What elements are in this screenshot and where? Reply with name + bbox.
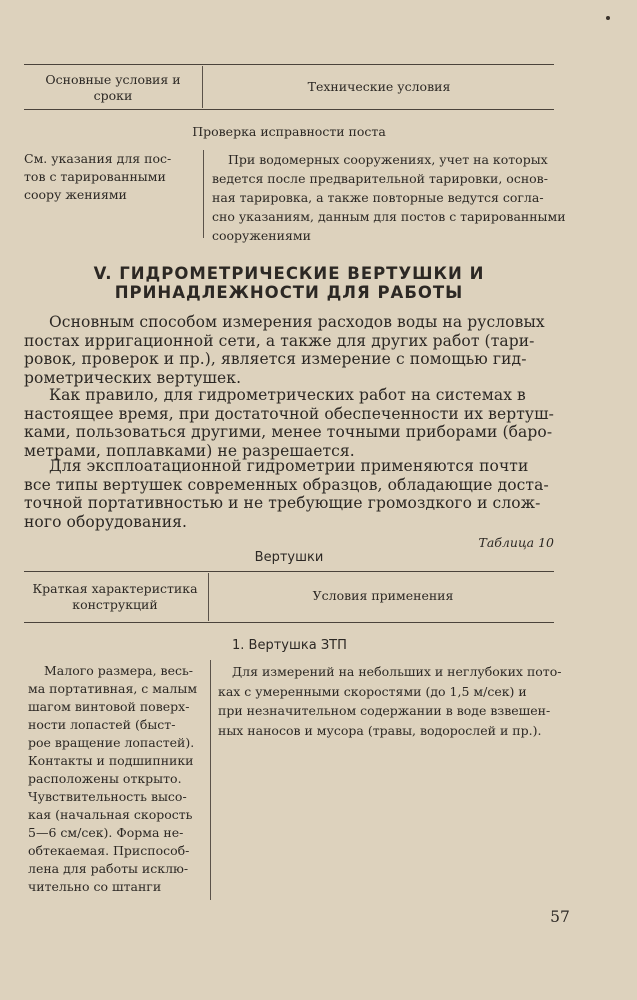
top-table-rule-header: [24, 109, 554, 110]
table10-left-header: Краткая характеристика конструкций: [32, 581, 198, 612]
paragraph-1: Основным способом измерения расходов воды на русловых постах ирригационной сети, а также для других работ (тари- ровок, проверок и пр.), является измерение с помощью гид- рометрических вертушек.: [24, 313, 545, 387]
top-table-right-cell: При водомерных сооружениях, учет на которых ведется после предварительной тарировки, основ- ная тарировка, а также повторные ведутся согла- сно указаниям, данным для постов с тарированными сооружениями: [212, 152, 566, 243]
table-label: Таблица 10: [478, 535, 554, 550]
page-number: 57: [550, 908, 570, 926]
paragraph-2: Как правило, для гидрометрических работ на системах в настоящее время, при достаточной обеспеченности их вертуш- ками, пользоваться другими, менее точными приборами (баро- метрами, поплавками) не разрешается.: [24, 386, 554, 460]
top-table-body-divider: [203, 150, 204, 238]
table10-rule-header: [24, 622, 554, 623]
top-table-left-cell: См. указания для пос- тов с тарированными соору жениями: [24, 151, 172, 202]
table10-right-header: Условия применения: [312, 588, 454, 603]
table-title: Вертушки: [254, 550, 324, 565]
top-table-left-header: Основные условия и сроки: [45, 72, 181, 103]
chapter-title-line-1: V. ГИДРОМЕТРИЧЕСКИЕ ВЕРТУШКИ И: [93, 264, 485, 283]
table10-body-divider: [210, 660, 211, 900]
top-table-section-title: Проверка исправности поста: [192, 124, 386, 139]
top-table-rule-top: [24, 64, 554, 65]
chapter-title-line-2: ПРИНАДЛЕЖНОСТИ ДЛЯ РАБОТЫ: [114, 283, 464, 302]
paragraph-3: Для эксплоатационной гидрометрии применяются почти все типы вертушек современных образцов, обладающие доста- точной портативностью и не требующие громоздкого и слож- ного оборудования.: [24, 457, 549, 531]
top-table-right-header: Технические условия: [307, 79, 451, 94]
table10-left-cell: Малого размера, весь- ма портативная, с малым шагом винтовой поверх- ности лопастей (быст- рое вращение лопастей). Контакты и подшипники расположены открыто. Чувствительность высо- кая (начальная скорость 5—6 см/сек). Форма не- обтекаемая. Приспособ- лена для работы исклю- чительно со штанги: [28, 663, 198, 894]
table10-header-divider: [208, 573, 209, 621]
table10-row-title: 1. Вертушка ЗТП: [232, 638, 347, 653]
table10-rule-top: [24, 571, 554, 572]
table10-right-cell: Для измерений на небольших и неглубоких пото- ках с умеренными скоростями (до 1,5 м/сек) и при незначительном содержании в воде взвешен- ных наносов и мусора (травы, водорослей и пр.).: [218, 664, 562, 738]
print-mark: [606, 16, 610, 20]
top-table-header-divider: [202, 66, 203, 108]
